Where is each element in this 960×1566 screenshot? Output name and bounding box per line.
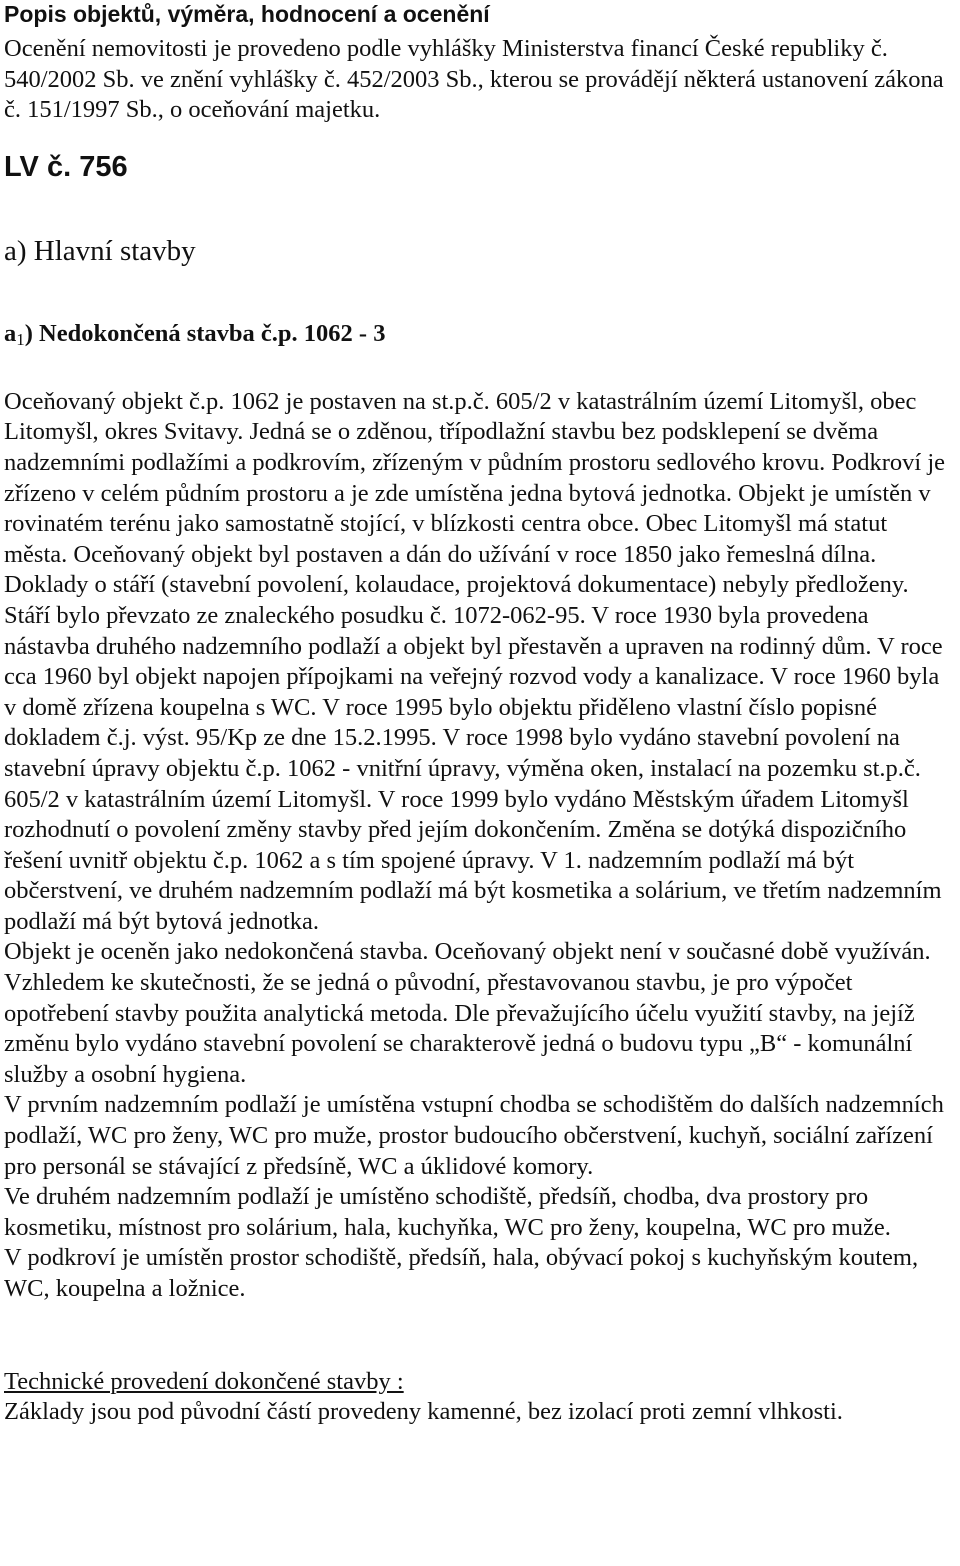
- subsection-title: [4, 319, 956, 355]
- description-paragraph-floor-2: Ve druhém nadzemním podlaží je umístěno schodiště, předsíň, chodba, dva prostory pro kosmetiku, místnost pro solárium, hala, kuchyňka, WC pro ženy, koupelna, WC pro muže.: [4, 1183, 891, 1241]
- technical-section-heading: Technické provedení dokončené stavby :: [4, 1367, 404, 1395]
- description-paragraph-floor-1: V prvním nadzemním podlaží je umístěna vstupní chodba se schodištěm do dalších nadzemních podlaží, WC pro ženy, WC pro muže, prostor budoucího občerstvení, kuchyň, sociální zařízení pro personál se stávající z předsíně, WC a úklidové komory.: [4, 1091, 944, 1180]
- subsection-number: 3: [373, 319, 386, 347]
- description-paragraph-history: Oceňovaný objekt č.p. 1062 je postaven na st.p.č. 605/2 v katastrálním území Litomyšl, obec Litomyšl, okres Svitavy. Jedná se o zděnou, třípodlažní stavbu bez podsklepení se dvěma nadzemními podlažími a podkrovím, zřízeným v půdním prostoru sedlového krovu. Podkroví je zřízeno v celém půdním prostoru a je zde umístěna jedna bytová jednotka. Objekt je umístěn v rovinatém terénu jako samostatně stojící, v blízkosti centra obce. Obec Litomyšl má statut města. Oceňovaný objekt byl postaven a dán do užívání v roce 1850 jako řemeslná dílna. Doklady o stáří (stavební povolení, kolaudace, projektová dokumentace) nebyly předloženy. Stáří bylo převzato ze znaleckého posudku č. 1072-062-95. V roce 1930 byla provedena nástavba druhého nadzemního podlaží a objekt byl přestavěn a upraven na rodinný dům. V roce cca 1960 byl objekt napojen přípojkami na veřejný rozvod vody a kanalizace. V roce 1960 byla v domě zřízena koupelna s WC. V roce 1995 bylo objektu přiděleno vlastní číslo popisné dokladem č.j. výst. 95/Kp ze dne 15.2.1995. V roce 1998 bylo vydáno stavební povolení na stavební úpravy objektu č.p. 1062 - vnitřní úpravy, výměna oken, instalací na pozemku st.p.č. 605/2 v katastrálním území Litomyšl. V roce 1999 bylo vydáno Městským úřadem Litomyšl rozhodnutí o povolení změny stavby před jejím dokončením. Změna se dotýká dispozičního řešení uvnitř objektu č.p. 1062 a s tím spojené úpravy. V 1. nadzemním podlaží má být občerstvení, ve druhém nadzemním podlaží má být kosmetika a solárium, ve třetím nadzemním podlaží má být bytová jednotka.: [4, 387, 946, 935]
- description-body: [4, 387, 956, 1305]
- description-paragraph-attic: V podkroví je umístěn prostor schodiště, předsíň, hala, obývací pokoj s kuchyňským koutem, WC, koupelna a ložnice.: [4, 1244, 919, 1302]
- section-title-main-buildings: a) Hlavní stavby: [4, 234, 196, 267]
- subsection-subscript: 1: [16, 329, 25, 349]
- description-paragraph-valuation: Objekt je oceněn jako nedokončená stavba. Oceňovaný objekt není v současné době využíván. Vzhledem ke skutečnosti, že se jedná o původní, přestavovanou stavbu, je pro výpočet opotřebení stavby použita analytická metoda. Dle převažujícího účelu využití stavby, na jejíž změnu bylo vydáno stavební povolení se charakterově jedná o budovu typu „B“ - komunální služby a osobní hygiena.: [4, 938, 931, 1088]
- document-heading: Popis objektů, výměra, hodnocení a ocenění: [4, 1, 490, 27]
- subsection-text: ) Nedokončená stavba č.p. 1062 -: [24, 319, 374, 347]
- lv-number: LV č. 756: [4, 150, 128, 183]
- subsection-prefix: a: [4, 319, 17, 347]
- intro-paragraph: Ocenění nemovitosti je provedeno podle vyhlášky Ministerstva financí České republiky č. 540/2002 Sb. ve znění vyhlášky č. 452/2003 Sb., kterou se provádějí některá ustanovení zákona č. 151/1997 Sb., o oceňování majetku.: [4, 35, 944, 124]
- foundations-text: Základy jsou pod původní částí provedeny kamenné, bez izolací proti zemní vlhkosti.: [4, 1398, 843, 1426]
- document-page: [4, 0, 956, 1428]
